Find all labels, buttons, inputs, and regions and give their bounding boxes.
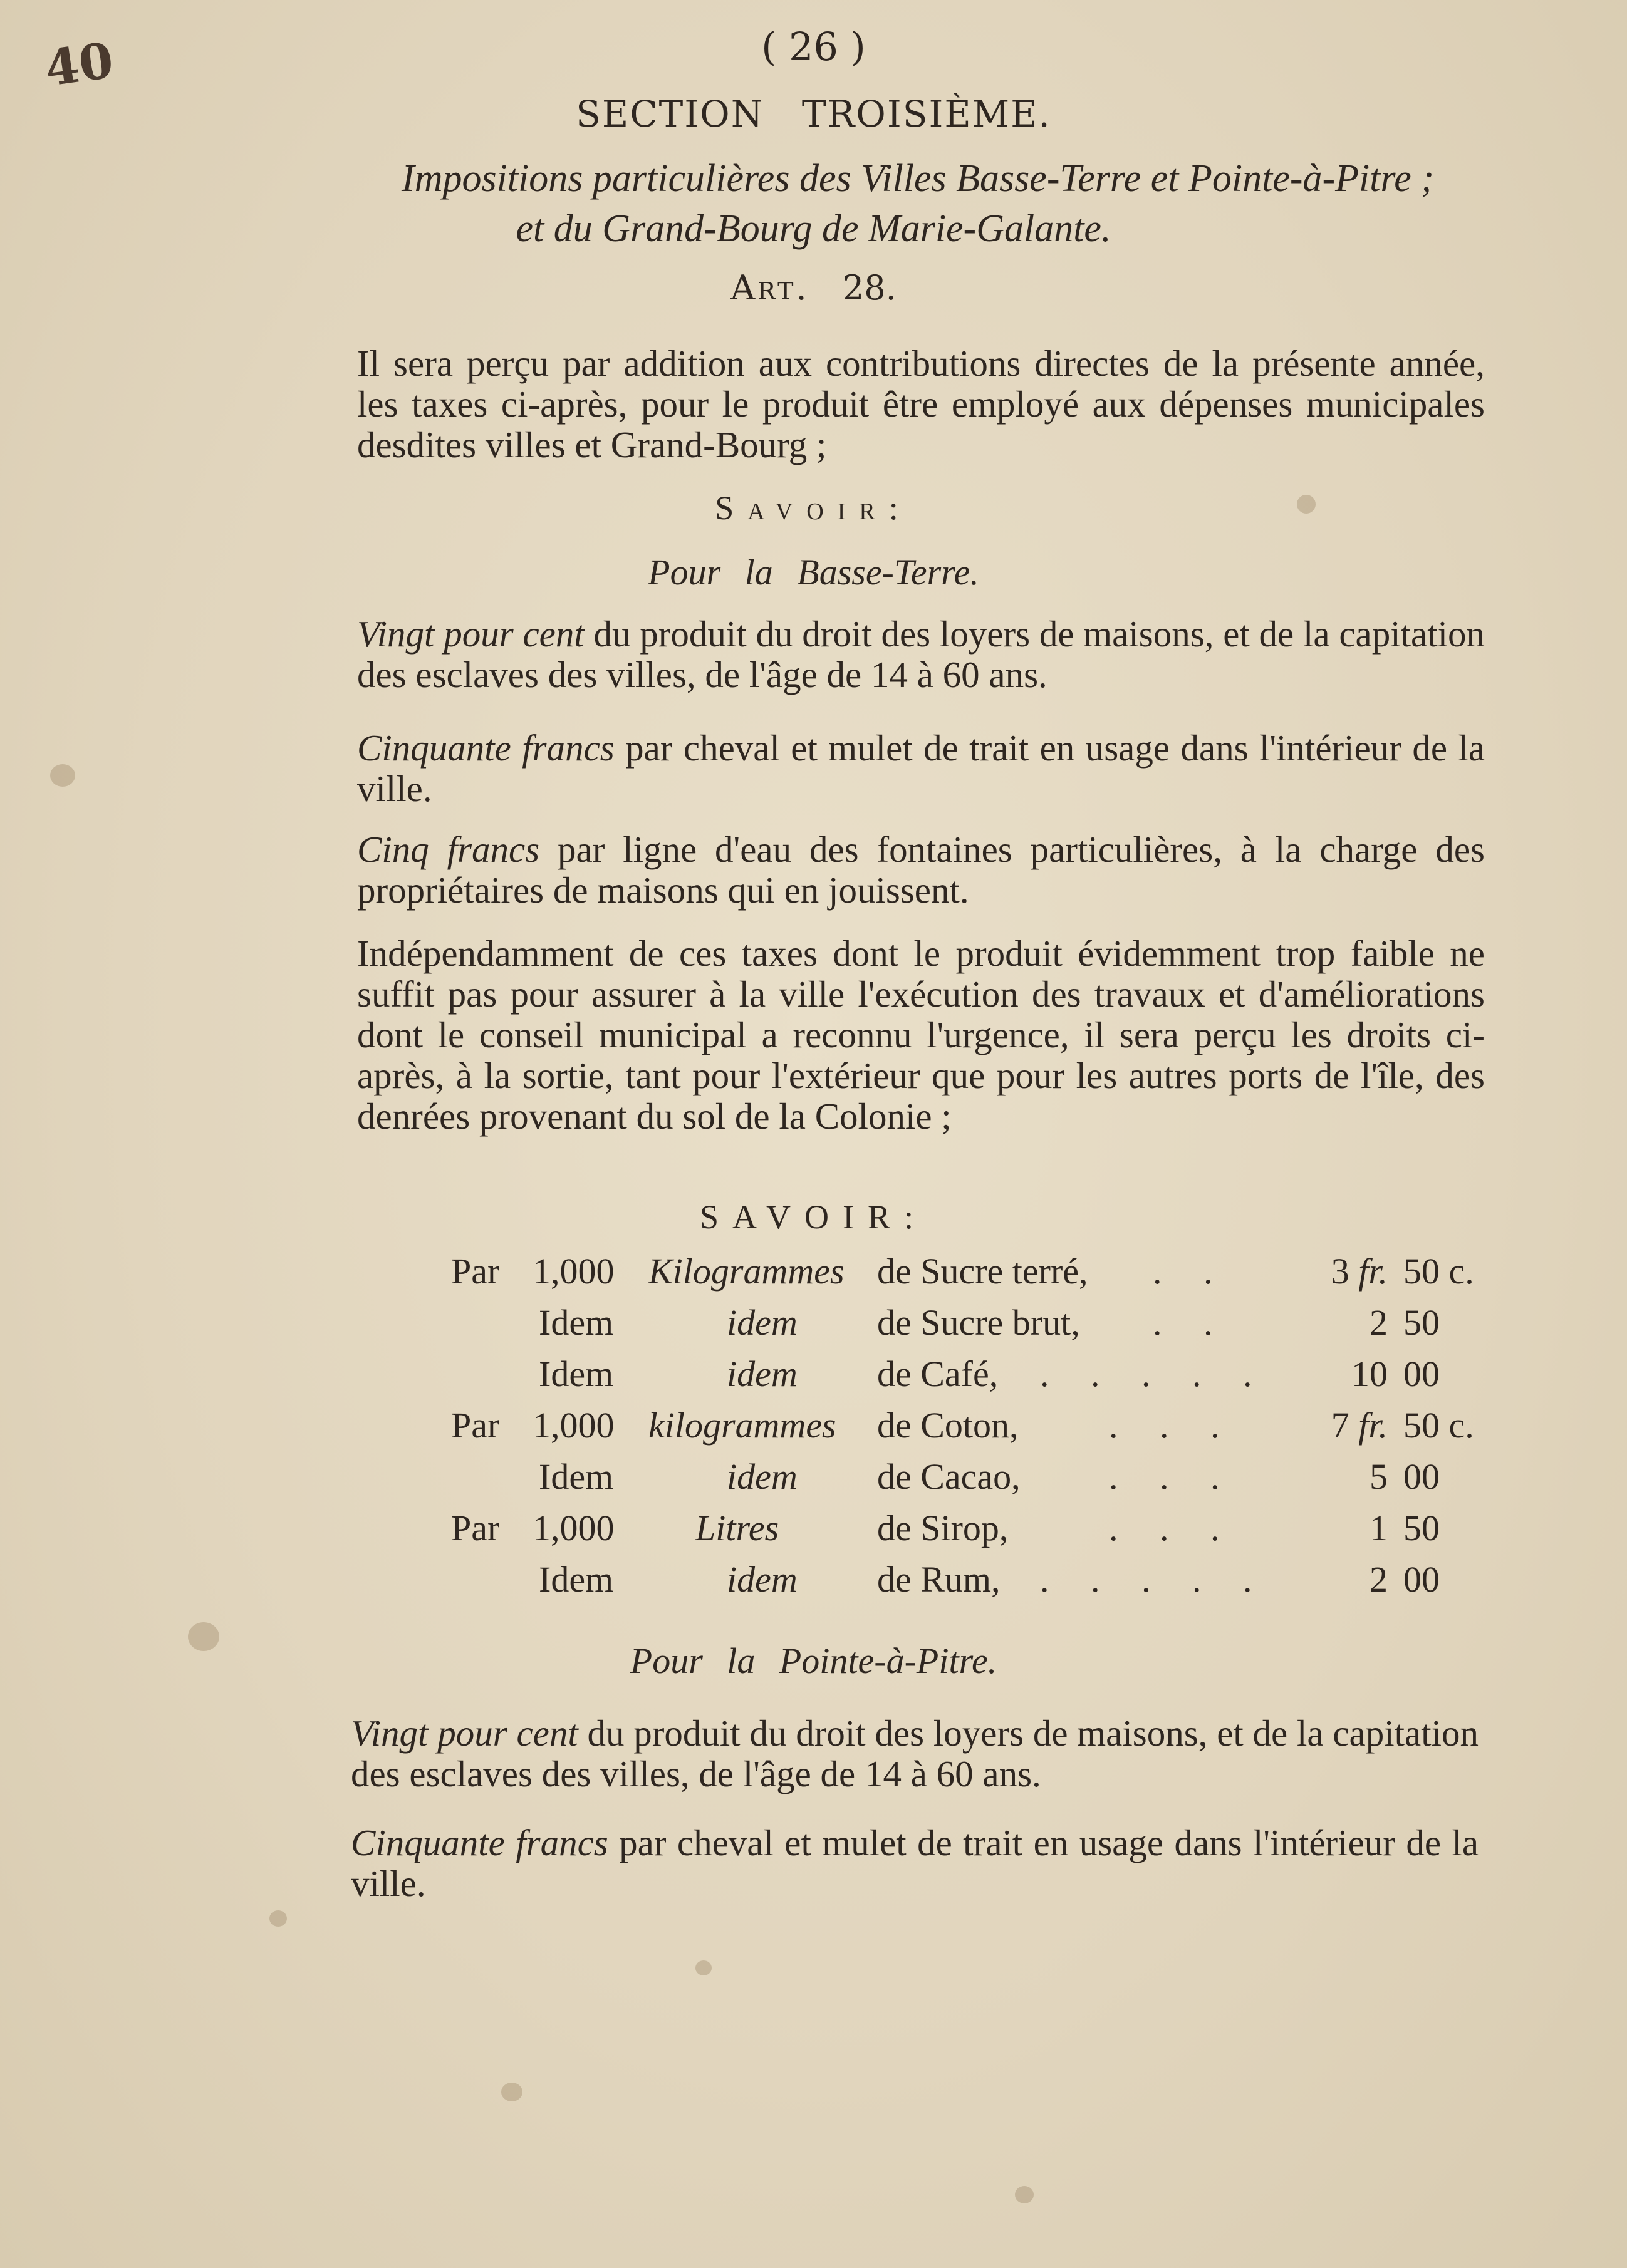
tariff-par: Idem bbox=[539, 1354, 614, 1394]
francs-label: fr. bbox=[1358, 1251, 1388, 1292]
tariff-quantity: 1,000 bbox=[533, 1405, 615, 1446]
page-number: ( 26 ) bbox=[761, 24, 866, 70]
article-label: Art. bbox=[730, 268, 809, 308]
tariff-leader-dots: . . . bbox=[1109, 1508, 1236, 1548]
paper-stain bbox=[269, 1910, 287, 1927]
tariff-row bbox=[451, 1404, 1516, 1456]
tariff-row bbox=[451, 1507, 1516, 1558]
savoir-heading-2: SAVOIR: bbox=[699, 1198, 928, 1236]
tariff-leader-dots: . . bbox=[1153, 1302, 1229, 1343]
tariff-unit: idem bbox=[727, 1456, 798, 1497]
tariff-leader-dots: . . . . . bbox=[1040, 1354, 1269, 1394]
tariff-francs: 1 bbox=[1370, 1508, 1388, 1548]
tariff-quantity: 1,000 bbox=[533, 1508, 615, 1548]
margin-note: 40 bbox=[41, 31, 117, 98]
tariff-par: Par bbox=[451, 1251, 500, 1292]
tariff-francs bbox=[1294, 1404, 1388, 1446]
basse-terre-paragraph-2 bbox=[357, 728, 1485, 809]
tariff-leader-dots: . . bbox=[1153, 1251, 1229, 1292]
tariff-par: Par bbox=[451, 1508, 500, 1548]
paragraph-text: par cheval et mulet de trait en usage dans l'intérieur de la ville. bbox=[351, 1822, 1479, 1904]
tariff-francs: 10 bbox=[1351, 1354, 1388, 1394]
tariff-unit: Kilogrammes bbox=[648, 1251, 845, 1292]
subtitle-line-1: Impositions particulières des Villes Basse-Terre et Pointe-à-Pitre ; bbox=[402, 157, 1434, 200]
tariff-row bbox=[451, 1250, 1516, 1302]
tariff-product: de Sucre terré, bbox=[877, 1251, 1088, 1292]
paragraph-text: du produit du droit des loyers de maisons, et de la capitation des esclaves des villes, de l'âge de 14 à 60 ans. bbox=[357, 613, 1485, 695]
tariff-francs bbox=[1294, 1250, 1388, 1292]
paragraph-emphasis: Cinquante francs bbox=[351, 1822, 608, 1863]
basse-terre-paragraph-4: Indépendamment de ces taxes dont le produit évidemment trop faible ne suffit pas pour assurer à la ville l'exécution des travaux et d'améliorations dont le conseil municipal a reconnu l'urgence, il sera perçu les droits ci-après, à la sortie, tant pour l'extérieur que pour les autres ports de l'île, des denrées provenant du sol de la Colonie ; bbox=[357, 933, 1485, 1137]
tariff-unit: idem bbox=[727, 1559, 798, 1600]
tariff-product: de Coton, bbox=[877, 1405, 1019, 1446]
basse-terre-heading: Pour la Basse-Terre. bbox=[648, 552, 979, 593]
tariff-product: de Cacao, bbox=[877, 1456, 1021, 1497]
pointe-a-pitre-paragraph-1 bbox=[351, 1713, 1479, 1794]
tariff-cents: 00 bbox=[1403, 1354, 1440, 1394]
paper-stain bbox=[501, 2083, 522, 2101]
francs-label: fr. bbox=[1358, 1405, 1388, 1446]
section-title: SECTION TROISIÈME. bbox=[576, 93, 1051, 135]
tariff-francs: 2 bbox=[1370, 1559, 1388, 1600]
tariff-cents: 50 c. bbox=[1403, 1405, 1474, 1446]
tariff-leader-dots: . . . bbox=[1109, 1456, 1236, 1497]
tariff-row bbox=[451, 1456, 1516, 1507]
tariff-francs: 5 bbox=[1370, 1456, 1388, 1497]
tariff-leader-dots: . . . . . bbox=[1040, 1559, 1269, 1600]
tariff-product: de Rum, bbox=[877, 1559, 1001, 1600]
paragraph-text: par cheval et mulet de trait en usage dans l'intérieur de la ville. bbox=[357, 727, 1485, 809]
tariff-cents: 50 bbox=[1403, 1508, 1440, 1548]
tariff-product: de Sucre brut, bbox=[877, 1302, 1080, 1343]
tariff-cents: 50 c. bbox=[1403, 1251, 1474, 1292]
intro-paragraph: Il sera perçu par addition aux contributions directes de la présente année, les taxes ci-après, pour le produit être employé aux dépenses municipales desdites villes et Grand-Bourg ; bbox=[357, 343, 1485, 465]
paragraph-emphasis: Cinquante francs bbox=[357, 727, 615, 769]
basse-terre-paragraph-3 bbox=[357, 829, 1485, 911]
article-number: 28. bbox=[842, 268, 897, 308]
pointe-a-pitre-paragraph-2 bbox=[351, 1823, 1479, 1904]
tariff-francs: 2 bbox=[1370, 1302, 1388, 1343]
tariff-cents: 00 bbox=[1403, 1456, 1440, 1497]
tariff-quantity: 1,000 bbox=[533, 1251, 615, 1292]
tariff-product: de Sirop, bbox=[877, 1508, 1009, 1548]
paragraph-emphasis: Cinq francs bbox=[357, 829, 540, 870]
tariff-unit: Litres bbox=[695, 1508, 779, 1548]
paragraph-emphasis: Vingt pour cent bbox=[351, 1712, 578, 1754]
savoir-heading-1: Savoir: bbox=[715, 489, 912, 527]
subtitle-line-2: et du Grand-Bourg de Marie-Galante. bbox=[516, 207, 1111, 250]
tariff-par: Idem bbox=[539, 1302, 614, 1343]
paragraph-text: par ligne d'eau des fontaines particulières, à la charge des propriétaires de maisons qui en jouissent. bbox=[357, 829, 1485, 911]
paper-stain bbox=[1015, 2186, 1034, 2203]
tariff-unit: idem bbox=[727, 1354, 798, 1394]
tariff-unit: idem bbox=[727, 1302, 798, 1343]
paragraph-emphasis: Vingt pour cent bbox=[357, 613, 585, 655]
tariff-row bbox=[451, 1302, 1516, 1353]
tariff-cents: 50 bbox=[1403, 1302, 1440, 1343]
tariff-par: Par bbox=[451, 1405, 500, 1446]
francs-value: 3 bbox=[1331, 1251, 1349, 1292]
tariff-table bbox=[451, 1250, 1516, 1610]
tariff-unit: kilogrammes bbox=[648, 1405, 836, 1446]
paper-stain bbox=[50, 764, 75, 787]
tariff-row bbox=[451, 1353, 1516, 1404]
francs-value: 7 bbox=[1331, 1405, 1349, 1446]
tariff-leader-dots: . . . bbox=[1109, 1405, 1236, 1446]
article-heading bbox=[0, 268, 1627, 308]
basse-terre-paragraph-1 bbox=[357, 614, 1485, 695]
tariff-row bbox=[451, 1558, 1516, 1610]
paragraph-text: du produit du droit des loyers de maisons, et de la capitation des esclaves des villes, de l'âge de 14 à 60 ans. bbox=[351, 1712, 1479, 1794]
paper-stain bbox=[695, 1960, 712, 1975]
pointe-a-pitre-heading: Pour la Pointe-à-Pitre. bbox=[630, 1640, 997, 1681]
tariff-par: Idem bbox=[539, 1559, 614, 1600]
tariff-cents: 00 bbox=[1403, 1559, 1440, 1600]
tariff-product: de Café, bbox=[877, 1354, 999, 1394]
tariff-par: Idem bbox=[539, 1456, 614, 1497]
